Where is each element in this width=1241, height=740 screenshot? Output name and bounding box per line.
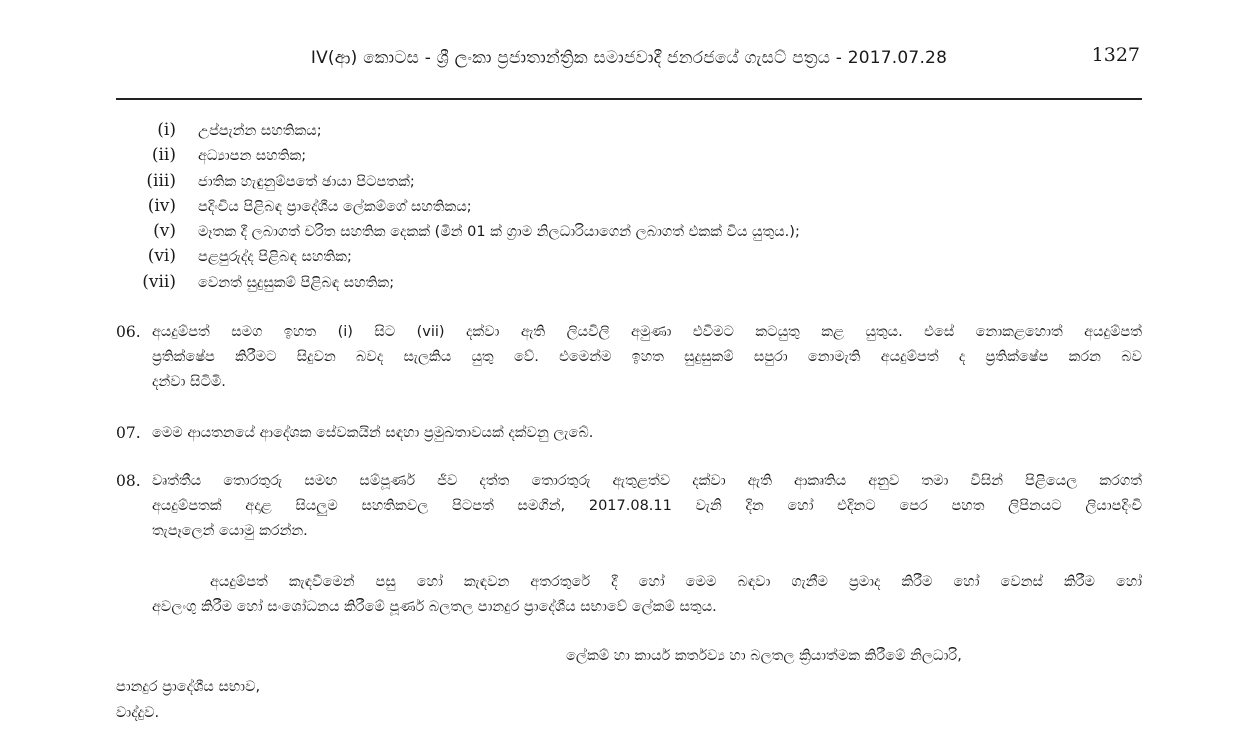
list-item-text: මෑතක දී ලබාගත් චරිත සහතික දෙකක් (මින් 01 ක් ග්‍රාම නිලධාරියාගෙන් ලබාගත් එකක් විය යුතුය.); [198, 224, 800, 241]
list-item-text: උප්පැන්න සහතිකය; [198, 123, 322, 139]
paragraph-line: තැපෑලෙන් යොමු කරන්න. [152, 523, 308, 539]
page-number: 1327 [1091, 44, 1140, 66]
list-item-text: පළපුරුද්ද පිළිබඳ සහතික; [198, 249, 352, 266]
paragraph-line: අයදුම්පත් සමග ඉහත (i) සිට (vii) දක්වා ඇති ලියවිලි අමුණා එවීමට කටයුතු කළ යුතුය. එසේ නොකළහොත් අයදුම්පත් [152, 324, 1142, 340]
paragraph-line: දන්වා සිටිමි. [152, 374, 226, 390]
list-item [116, 120, 1142, 145]
office-address [116, 674, 260, 726]
list-item [116, 171, 1142, 196]
paragraph-06 [116, 320, 1142, 395]
paragraph-07 [116, 421, 1142, 446]
list-item-text: ජාතික හැඳුනුම්පතේ ඡායා පිටපතක්; [198, 173, 415, 190]
list-item [116, 221, 1142, 246]
signature-title: ලේකම් හා කාර්ය කර්තව්‍ය හා බලතල ක්‍රියාත්මක කිරීමේ නිලධාරි, [566, 648, 962, 664]
paragraph-number: 07. [116, 424, 141, 442]
list-item-text: වෙනත් සුදුසුකම් පිළිබඳ සහතික; [198, 274, 395, 291]
paragraph-line: ප්‍රතික්ෂේප කිරීමට සිදුවන බවද සැලකිය යුතු වේ. එමෙන්ම ඉහත සුදුසුකම් සපුරා නොමැති අයදුම්පත් ද ප්‍රතික්ෂේප කරන බව [152, 349, 1142, 365]
address-line: පානදුර ප්‍රාදේශීය සභාව, [116, 679, 261, 695]
list-item-numeral: (iv) [147, 195, 176, 216]
list-item-numeral: (vi) [147, 246, 176, 267]
paragraph-line: අවලංගු කිරීම හෝ සංශෝධනය කිරීමේ පූර්ණ බලතල පානදුර ප්‍රාදේශීය සභාවේ ලේකම් සතුය. [152, 599, 717, 615]
paragraph-line: මෙම ආයතනයේ ආදේශක සේවකයින් සඳහා ප්‍රමුඛතාවයක් දක්වනු ලැබේ. [152, 425, 594, 441]
paragraph-line: අයදුම්පත් කැඳවීමෙන් පසු හෝ කැඳවන අතරතුරේ දී හෝ මෙම බඳවා ගැනීම ප්‍රමාද කිරීම හෝ වෙනස් කිරීම හෝ [210, 574, 1142, 590]
closing-paragraph [152, 570, 1142, 620]
page-header [116, 40, 1142, 80]
gazette-header-title: IV(ආ) කොටස - ශ්‍රී ලංකා ප්‍රජාතාන්ත්‍රික සමාජවාදී ජනරජයේ ගැසට් පත්‍රය - 2017.07.28 [310, 48, 948, 68]
list-item-numeral: (i) [157, 120, 176, 140]
list-item-numeral: (iii) [146, 170, 176, 191]
paragraph-line: අයදුම්පතක් අදාළ සියලුම සහතිකවල පිටපත් සමගින්, 2017.08.11 වැනි දින හෝ එදිනට පෙර පහත ලිපිනයට ලියාපදිංචි [152, 498, 1142, 514]
paragraph-number: 08. [116, 472, 141, 490]
list-item-text: අධ්‍යාපන සහතික; [198, 148, 307, 165]
list-item [116, 272, 1142, 297]
paragraph-08 [116, 469, 1142, 544]
list-item-numeral: (v) [153, 221, 176, 242]
list-item-numeral: (vii) [142, 271, 176, 292]
header-divider [116, 98, 1142, 100]
list-item-numeral: (ii) [151, 145, 176, 166]
address-line: වාද්දුව. [116, 705, 160, 721]
paragraph-number: 06. [116, 323, 141, 341]
list-item-text: පදිංචිය පිළිබඳ ප්‍රාදේශීය ලේකම්ගේ සහතිකය; [198, 198, 472, 215]
list-item [116, 196, 1142, 221]
required-documents-list [116, 120, 1142, 297]
paragraph-line: වෘත්තීය තොරතුරු සමඟ සම්පූර්ණ ජීව දත්ත තොරතුරු ඇතුළත්ව දක්වා ඇති ආකෘතිය අනුව තමා විසින් පිළියෙල කරගත් [152, 473, 1142, 489]
list-item [116, 246, 1142, 271]
list-item [116, 145, 1142, 170]
